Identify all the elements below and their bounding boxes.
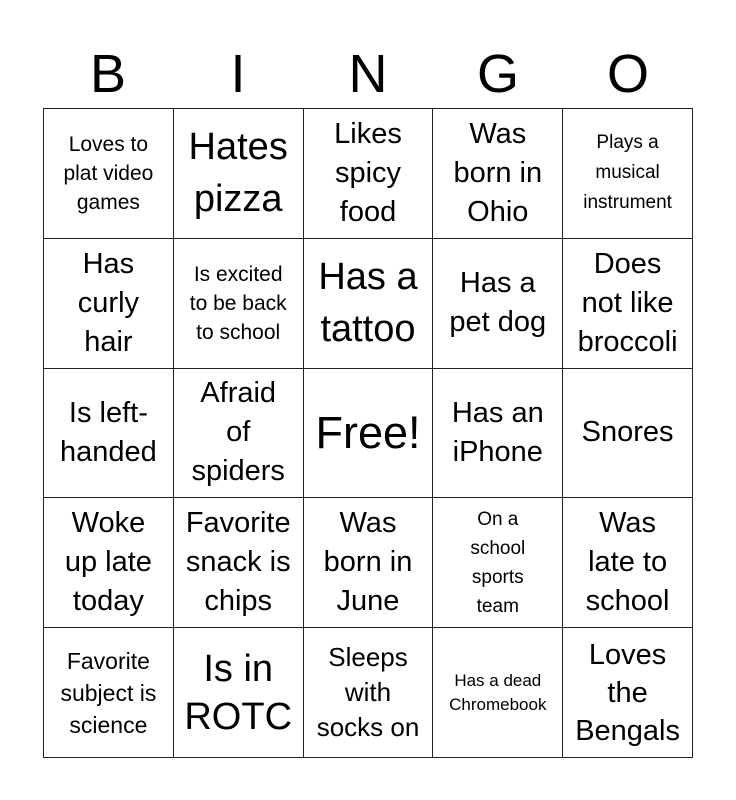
- cell-text: Woke up late today: [64, 507, 152, 618]
- header-letter-g: G: [476, 44, 519, 104]
- cell-text: Was born in June: [323, 507, 413, 618]
- cell-text: Snores: [581, 416, 674, 449]
- cell-text: Likes spicy food: [334, 117, 402, 228]
- bingo-cell[interactable]: [44, 109, 174, 239]
- cell-text: Does not like broccoli: [577, 247, 678, 358]
- header-letter-i: I: [230, 44, 246, 104]
- bingo-cell[interactable]: [174, 498, 304, 628]
- bingo-cell[interactable]: [563, 628, 693, 758]
- bingo-cell[interactable]: [174, 239, 304, 369]
- cell-text: Was late to school: [585, 507, 670, 618]
- cell-text: Has curly hair: [77, 247, 140, 358]
- cell-text: Has a dead Chromebook: [449, 670, 547, 714]
- cell-text: Afraid of spiders: [191, 377, 285, 488]
- cell-text: Has a tattoo: [318, 256, 418, 351]
- cell-text: Free!: [315, 406, 421, 458]
- bingo-board: [43, 108, 693, 758]
- cell-text: Has an iPhone: [451, 396, 544, 468]
- bingo-cell[interactable]: [433, 628, 563, 758]
- cell-text: Sleeps with socks on: [316, 642, 420, 743]
- cell-text: Favorite subject is science: [60, 647, 157, 738]
- cell-text: Loves the Bengals: [575, 638, 680, 747]
- cell-text: Plays a musical instrument: [583, 132, 672, 214]
- bingo-header: [43, 40, 693, 108]
- bingo-cell[interactable]: [174, 109, 304, 239]
- header-letter-b: B: [89, 44, 127, 104]
- bingo-cell[interactable]: [433, 239, 563, 369]
- cell-text: Has a pet dog: [449, 267, 547, 339]
- cell-text: Is in ROTC: [184, 647, 293, 738]
- bingo-cell[interactable]: [433, 369, 563, 499]
- cell-text: Hates pizza: [188, 126, 288, 221]
- cell-text: Favorite snack is chips: [185, 507, 291, 618]
- bingo-cell[interactable]: [174, 628, 304, 758]
- header-letter-o: O: [606, 44, 649, 104]
- bingo-cell[interactable]: [174, 369, 304, 499]
- bingo-cell[interactable]: [44, 239, 174, 369]
- bingo-cell[interactable]: [563, 498, 693, 628]
- bingo-cell[interactable]: [304, 628, 434, 758]
- cell-text: Is excited to be back to school: [189, 262, 287, 344]
- bingo-cell[interactable]: [433, 498, 563, 628]
- bingo-cell[interactable]: [563, 239, 693, 369]
- bingo-cell[interactable]: [563, 109, 693, 239]
- header-letter-n: N: [348, 44, 388, 104]
- bingo-cell[interactable]: [44, 369, 174, 499]
- bingo-cell[interactable]: [304, 109, 434, 239]
- bingo-cell[interactable]: [44, 498, 174, 628]
- bingo-cell[interactable]: [304, 498, 434, 628]
- cell-text: Was born in Ohio: [453, 117, 543, 228]
- cell-text: Loves to plat video games: [63, 132, 154, 214]
- bingo-cell[interactable]: [563, 369, 693, 499]
- bingo-cell[interactable]: [44, 628, 174, 758]
- bingo-free-cell[interactable]: [304, 369, 434, 499]
- bingo-cell[interactable]: [304, 239, 434, 369]
- cell-text: On a school sports team: [470, 508, 526, 617]
- cell-text: Is left- handed: [60, 396, 157, 468]
- bingo-cell[interactable]: [433, 109, 563, 239]
